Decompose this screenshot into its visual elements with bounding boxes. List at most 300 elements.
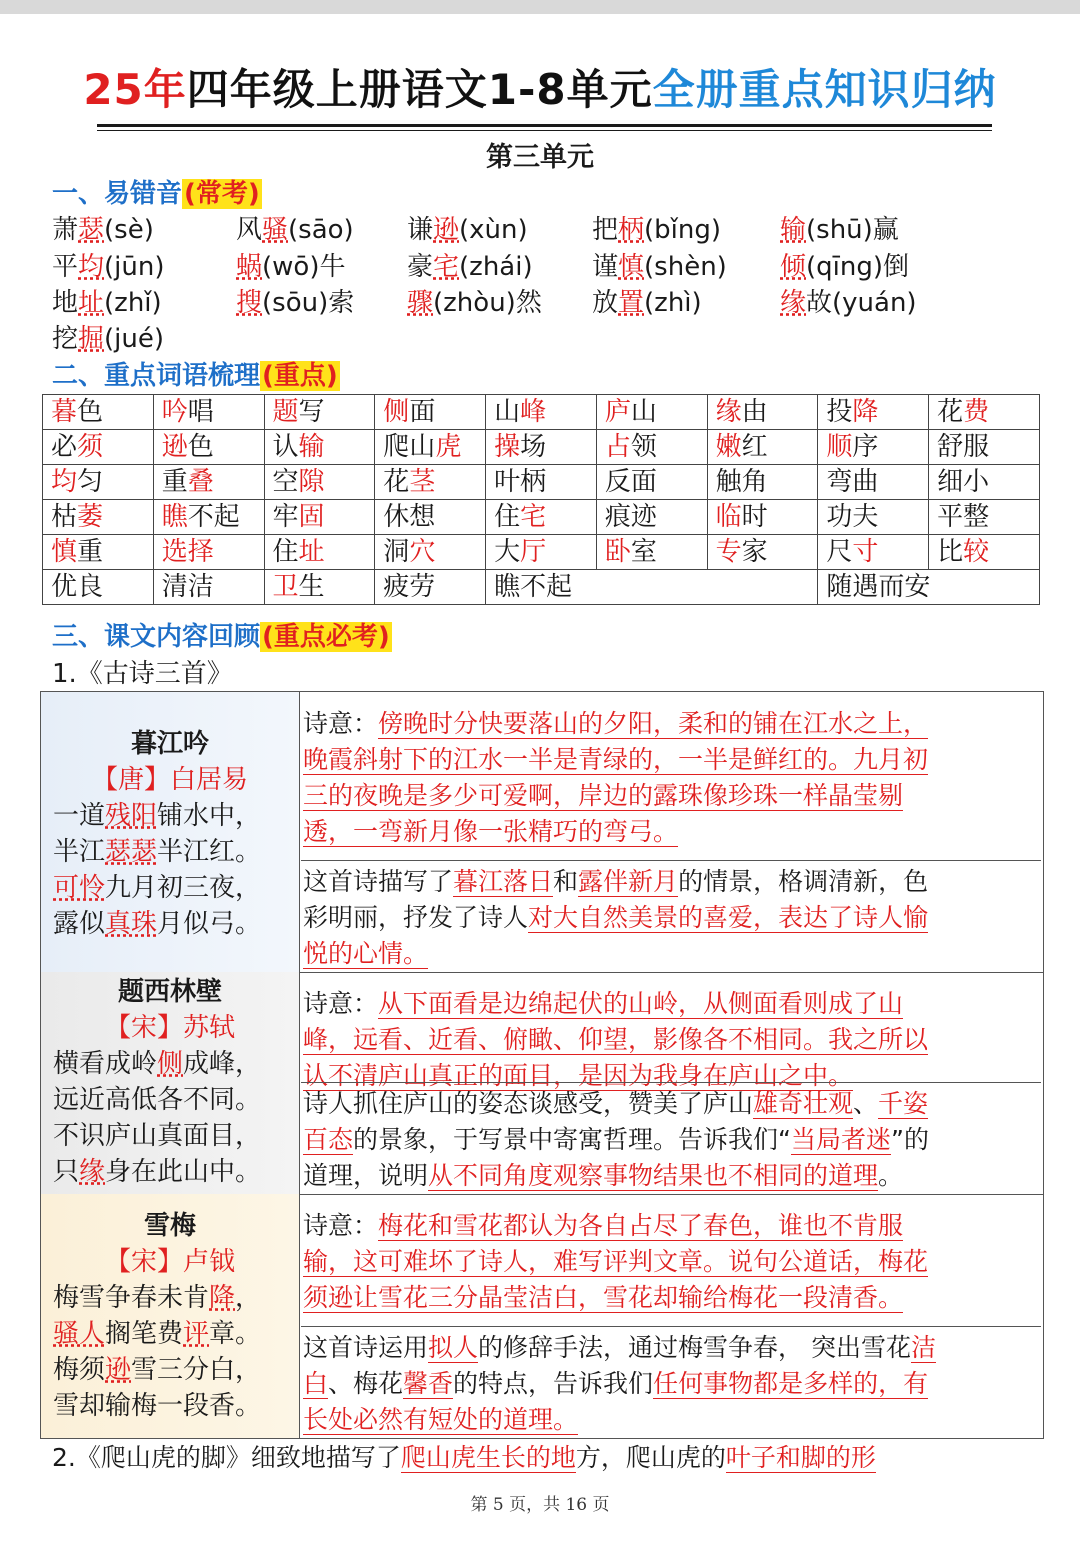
poem-key-word: 侧 — [157, 1049, 184, 1079]
word-cell — [264, 465, 375, 500]
word-cell — [929, 535, 1040, 570]
word-char: 匀 — [77, 467, 104, 497]
word-char: 序 — [852, 432, 879, 462]
lesson-title: 1.《古诗三首》 — [52, 659, 233, 689]
pinyin-highlight-char: 骤 — [407, 288, 434, 318]
pinyin-highlight-char: 缘 — [780, 288, 807, 318]
key-phrase: 当局者迷 — [790, 1125, 891, 1154]
pinyin-reading: (shū)赢 — [806, 215, 899, 245]
word-cell — [818, 395, 929, 430]
word-key-char: 专 — [715, 537, 742, 567]
pinyin-item — [780, 212, 899, 248]
word-char: 生 — [298, 572, 325, 602]
word-key-char: 费 — [963, 397, 990, 427]
poem-text: 横看成岭 — [53, 1049, 158, 1079]
word-key-char: 逊 — [161, 432, 188, 462]
plain-text: 的修辞手法，通过梅雪争春， 突出雪花 — [478, 1333, 911, 1362]
word-cell — [929, 430, 1040, 465]
word-char: 住 — [494, 502, 521, 532]
word-key-char: 寸 — [852, 537, 879, 567]
word-key-char: 临 — [715, 502, 742, 532]
word-key-char: 慎 — [51, 537, 78, 567]
poem-text: 雪三分白， — [131, 1355, 262, 1385]
word-cell — [375, 430, 486, 465]
poem-key-word: 缘 — [79, 1157, 106, 1187]
plain-text: 方，爬山虎的 — [575, 1443, 726, 1472]
pinyin-highlight-char: 宅 — [433, 252, 460, 282]
poem-text: 只 — [53, 1157, 80, 1187]
word-cell — [43, 535, 154, 570]
poem-line — [53, 1118, 261, 1154]
poem-key-word: 逊 — [105, 1355, 132, 1385]
key-phrase: 从不同角度观察事物结果也不相同的道理 — [428, 1161, 879, 1190]
poem-meaning-line — [303, 1022, 928, 1058]
word-cell — [929, 500, 1040, 535]
word-key-char: 隙 — [298, 467, 325, 497]
word-char: 必 — [51, 432, 78, 462]
word-char: 投 — [826, 397, 853, 427]
section-label: 二、重点词语梳理 — [52, 361, 261, 391]
key-phrase: 三的夜晚是多少可爱啊，岸边的露珠像珍珠一样晶莹剔 — [303, 781, 904, 810]
poem-explanation-cell — [301, 972, 1041, 1194]
pinyin-highlight-char: 蜗 — [236, 252, 263, 282]
key-phrase: 洁 — [910, 1333, 936, 1362]
word-char: 舒服 — [937, 432, 990, 462]
pinyin-item — [52, 212, 154, 248]
poem-meaning-line — [303, 706, 928, 742]
pinyin-item — [236, 212, 354, 248]
poem-name: 暮江吟 — [130, 729, 209, 759]
word-char: 唱 — [187, 397, 214, 427]
word-cell — [43, 430, 154, 465]
pinyin-text: 地 — [52, 288, 79, 318]
title-rule-thick — [97, 124, 992, 127]
poem-summary-line — [303, 936, 428, 972]
word-key-char: 茎 — [409, 467, 436, 497]
pinyin-item — [52, 321, 164, 357]
poem-line — [53, 1280, 261, 1316]
word-row — [43, 500, 1040, 535]
cell-divider — [301, 860, 1041, 861]
plain-text: 的景象，于写景中寄寓哲理。告诉我们“ — [353, 1125, 791, 1154]
word-key-char: 虎 — [435, 432, 462, 462]
word-cell — [153, 465, 264, 500]
pinyin-highlight-char: 逊 — [433, 215, 460, 245]
pinyin-item — [236, 249, 345, 285]
word-char: 领 — [630, 432, 657, 462]
poem-summary-line — [303, 1158, 903, 1194]
word-cell — [375, 465, 486, 500]
word-char: 枯 — [51, 502, 78, 532]
pinyin-reading: (sè) — [104, 215, 154, 245]
word-cell — [596, 395, 707, 430]
key-phrase: 傍晚时分快要落山的夕阳，柔和的铺在江水之上， — [378, 709, 929, 738]
poem-text: 成峰， — [183, 1049, 262, 1079]
word-cell — [486, 430, 597, 465]
pinyin-text: 谨 — [592, 252, 619, 282]
poem-row — [41, 972, 1043, 1195]
poem-summary-line — [303, 864, 928, 900]
word-char: 花 — [937, 397, 964, 427]
poem-meaning-line — [303, 814, 678, 850]
plain-text: 这首诗运用 — [303, 1333, 429, 1362]
word-cell — [153, 395, 264, 430]
word-char: 弯曲 — [826, 467, 879, 497]
word-char: 优良 — [51, 572, 104, 602]
poem-summary-line — [303, 900, 928, 936]
key-phrase: 任何事物都是多样的，有 — [653, 1369, 929, 1398]
pinyin-item — [236, 285, 354, 321]
word-cell — [818, 570, 1040, 605]
word-char: 色 — [187, 432, 214, 462]
poem-line — [53, 1352, 261, 1388]
word-cell — [375, 570, 486, 605]
word-char: 瞧不起 — [494, 572, 573, 602]
plain-text: 道理，说明 — [303, 1161, 429, 1190]
word-cell — [818, 535, 929, 570]
pinyin-highlight-char: 置 — [618, 288, 645, 318]
key-phrase: 爬山虎生长的地 — [400, 1443, 576, 1472]
word-char: 重 — [77, 537, 104, 567]
word-char: 触角 — [715, 467, 768, 497]
poem-summary-line — [303, 1366, 928, 1402]
key-phrase: 百态 — [303, 1125, 354, 1154]
poem-row — [41, 692, 1043, 973]
word-table — [42, 394, 1040, 605]
word-key-char: 穴 — [409, 537, 436, 567]
title-summary: 全册重点知识归纳 — [652, 65, 997, 114]
word-key-char: 侧 — [383, 397, 410, 427]
pinyin-item — [52, 249, 165, 285]
key-phrase: 白 — [303, 1369, 329, 1398]
word-cell — [264, 570, 375, 605]
page-footer: 第 5 页，共 16 页 — [470, 1495, 610, 1515]
plain-text: 的情景，格调清新，色 — [678, 867, 929, 896]
word-char: 休想 — [383, 502, 436, 532]
word-char: 住 — [272, 537, 299, 567]
poem-key-word: 瑟瑟 — [105, 837, 158, 867]
pinyin-text: 风 — [236, 215, 263, 245]
word-cell — [707, 465, 818, 500]
key-phrase: 透，一弯新月像一张精巧的弯弓。 — [303, 817, 679, 846]
plain-text: 、梅花 — [328, 1369, 404, 1398]
poem-line — [53, 834, 261, 870]
pinyin-highlight-char: 倾 — [780, 252, 807, 282]
word-char: 细小 — [937, 467, 990, 497]
poem-text-cell — [41, 692, 300, 972]
poem-key-word: 真珠 — [105, 909, 158, 939]
poem-text: 梅须 — [53, 1355, 106, 1385]
plain-text: 的特点，告诉我们 — [453, 1369, 654, 1398]
word-key-char: 嫩 — [715, 432, 742, 462]
poem-text: 半江红。 — [157, 837, 262, 867]
poem-text-cell — [41, 972, 300, 1194]
pinyin-item — [407, 249, 533, 285]
word-key-char: 卧 — [604, 537, 631, 567]
word-char: 空 — [272, 467, 299, 497]
poem-text: 雪却输梅一段香。 — [53, 1391, 262, 1421]
word-cell — [153, 430, 264, 465]
pinyin-item — [407, 212, 528, 248]
word-cell — [43, 395, 154, 430]
poem-meaning-line — [303, 1280, 903, 1316]
plain-text: 、 — [853, 1089, 879, 1118]
plain-text: 诗意： — [303, 989, 379, 1018]
word-cell — [596, 500, 707, 535]
word-cell — [153, 570, 264, 605]
cell-divider — [301, 1082, 1041, 1083]
word-char: 红 — [741, 432, 768, 462]
pinyin-item — [592, 285, 702, 321]
word-char: 山 — [630, 397, 657, 427]
pinyin-reading: (sōu)索 — [262, 288, 355, 318]
poem-summary-line — [303, 1086, 928, 1122]
word-cell — [707, 500, 818, 535]
word-cell — [596, 465, 707, 500]
pinyin-reading: (jūn) — [104, 252, 165, 282]
word-char: 由 — [741, 397, 768, 427]
word-row — [43, 395, 1040, 430]
unit-heading: 第三单元 — [486, 142, 594, 173]
word-key-char: 输 — [298, 432, 325, 462]
word-row — [43, 570, 1040, 605]
word-cell — [264, 535, 375, 570]
word-char: 重 — [161, 467, 188, 497]
word-cell — [707, 430, 818, 465]
poem-text: 月似弓。 — [157, 909, 262, 939]
pinyin-reading: (xùn) — [459, 215, 528, 245]
section-heading-review — [52, 619, 392, 655]
plain-text: ”的 — [891, 1125, 929, 1154]
pinyin-highlight-char: 骚 — [262, 215, 289, 245]
poem-meaning-line — [303, 778, 903, 814]
word-char: 花 — [383, 467, 410, 497]
poem-explanation-cell — [301, 1194, 1041, 1438]
key-phrase: 梅花和雪花都认为各自占尽了春色，谁也不肯服 — [378, 1211, 904, 1240]
section-tag: (常考) — [184, 179, 260, 209]
word-char: 随遇而安 — [826, 572, 931, 602]
word-char: 色 — [77, 397, 104, 427]
word-cell — [596, 430, 707, 465]
pinyin-highlight-char: 均 — [78, 252, 105, 282]
word-char: 尺 — [826, 537, 853, 567]
key-phrase: 悦的心情。 — [303, 939, 429, 968]
plain-text: 和 — [553, 867, 579, 896]
word-char: 不起 — [187, 502, 240, 532]
key-phrase: 从下面看是边绵起伏的山岭，从侧面看则成了山 — [378, 989, 904, 1018]
poem-key-word: 评 — [183, 1319, 210, 1349]
pinyin-text: 挖 — [52, 324, 79, 354]
poem-text: 梅雪争春未肯 — [53, 1283, 210, 1313]
title-rule-thin — [97, 130, 992, 131]
key-phrase: 须逊让雪花三分晶莹洁白，雪花却输给梅花一段清香。 — [303, 1283, 904, 1312]
pinyin-reading: (zhì) — [644, 288, 702, 318]
key-phrase: 晚霞斜射下的江水一半是青绿的，一半是鲜红的。九月初 — [303, 745, 929, 774]
word-char: 时 — [741, 502, 768, 532]
word-char: 室 — [630, 537, 657, 567]
key-phrase: 输，这可难坏了诗人，难写评判文章。说句公道话，梅花 — [303, 1247, 929, 1276]
poem-summary-line — [303, 1122, 929, 1158]
word-cell — [153, 535, 264, 570]
poem-name: 题西林壁 — [117, 977, 222, 1007]
word-char: 功夫 — [826, 502, 879, 532]
cell-divider — [301, 1326, 1041, 1327]
poem-text: 身在此山中。 — [105, 1157, 262, 1187]
key-phrase: 叶子和脚的形 — [725, 1443, 876, 1472]
pinyin-highlight-char: 瑟 — [78, 215, 105, 245]
poem-row — [41, 1194, 1043, 1438]
key-phrase: 拟人 — [428, 1333, 479, 1362]
word-cell — [43, 465, 154, 500]
word-cell — [486, 535, 597, 570]
word-char: 清洁 — [161, 572, 214, 602]
word-cell — [818, 465, 929, 500]
key-phrase: 长处必然有短处的道理。 — [303, 1405, 579, 1434]
word-key-char: 萎 — [77, 502, 104, 532]
pinyin-item — [407, 285, 542, 321]
word-char: 平整 — [937, 502, 990, 532]
word-key-char: 缘 — [715, 397, 742, 427]
plain-text: 2.《爬山虎的脚》细致地描写了 — [52, 1443, 401, 1472]
word-cell — [707, 395, 818, 430]
word-cell — [929, 465, 1040, 500]
poem-table — [40, 691, 1044, 1439]
word-key-char: 须 — [77, 432, 104, 462]
word-key-char: 峰 — [520, 397, 547, 427]
pinyin-text: 放 — [592, 288, 619, 318]
poem-line — [53, 1316, 261, 1352]
pinyin-reading: (zhǐ) — [104, 288, 162, 318]
pinyin-text: 谦 — [407, 215, 434, 245]
pinyin-reading: (zhòu)然 — [433, 288, 542, 318]
pinyin-highlight-char: 址 — [78, 288, 105, 318]
top-gray-bar — [0, 0, 1080, 14]
word-char: 痕迹 — [604, 502, 657, 532]
pinyin-item — [780, 285, 917, 321]
word-cell — [43, 500, 154, 535]
pinyin-text: 平 — [52, 252, 79, 282]
word-key-char: 卫 — [272, 572, 299, 602]
poem-text: 一道 — [53, 801, 106, 831]
key-phrase: 千姿 — [878, 1089, 929, 1118]
poem-meaning-line — [303, 986, 903, 1022]
poem-text: 露似 — [53, 909, 106, 939]
word-cell — [153, 500, 264, 535]
pinyin-highlight-char: 输 — [780, 215, 807, 245]
word-cell — [486, 465, 597, 500]
word-key-char: 瞧 — [161, 502, 188, 532]
pinyin-reading: (shèn) — [644, 252, 727, 282]
section-heading-words — [52, 358, 340, 394]
word-key-char: 题 — [272, 397, 299, 427]
pinyin-text: 把 — [592, 215, 619, 245]
key-phrase: 馨香 — [403, 1369, 454, 1398]
word-char: 爬山 — [383, 432, 436, 462]
poem-summary-line — [303, 1402, 578, 1438]
poem-author: 【宋】苏轼 — [104, 1013, 235, 1043]
word-row — [43, 430, 1040, 465]
pinyin-item — [592, 212, 721, 248]
poem-line — [53, 906, 261, 942]
word-key-char: 降 — [852, 397, 879, 427]
poem-text: 半江 — [53, 837, 106, 867]
word-cell — [375, 395, 486, 430]
word-key-char: 占 — [604, 432, 631, 462]
pinyin-text: 豪 — [407, 252, 434, 282]
word-cell — [43, 570, 154, 605]
pinyin-reading: (bǐng) — [644, 215, 722, 245]
poem-key-word: 降 — [209, 1283, 236, 1313]
word-key-char: 操 — [494, 432, 521, 462]
poem-text: 远近高低各不同。 — [53, 1085, 262, 1115]
word-char: 比 — [937, 537, 964, 567]
word-row — [43, 465, 1040, 500]
section-tag: (重点必考) — [262, 622, 390, 652]
poem-key-word: 残阳 — [105, 801, 158, 831]
pinyin-reading: (jué) — [104, 324, 165, 354]
pinyin-highlight-char: 掘 — [78, 324, 105, 354]
lesson2-summary — [52, 1440, 876, 1476]
poem-line — [53, 870, 261, 906]
poem-line — [53, 1154, 261, 1190]
poem-explanation-cell — [301, 692, 1041, 972]
page-title — [0, 62, 1080, 118]
poem-text: 章。 — [209, 1319, 262, 1349]
pinyin-item — [592, 249, 727, 285]
word-key-char: 叠 — [187, 467, 214, 497]
section-label: 一、易错音 — [52, 179, 183, 209]
plain-text: 彩明丽，抒发了诗人 — [303, 903, 529, 932]
key-phrase: 露伴新月 — [578, 867, 679, 896]
plain-text: 诗意： — [303, 1211, 379, 1240]
word-cell — [264, 500, 375, 535]
word-char: 山 — [494, 397, 521, 427]
plain-text: 。 — [878, 1161, 904, 1190]
poem-text: 铺水中， — [157, 801, 262, 831]
key-phrase: 峰，远看、近看、俯瞰、仰望，影像各不相同。我之所以 — [303, 1025, 929, 1054]
poem-author: 【宋】卢钺 — [104, 1247, 235, 1277]
poem-key-word: 可怜 — [53, 873, 106, 903]
word-char: 叶柄 — [494, 467, 547, 497]
word-char: 大 — [494, 537, 521, 567]
pinyin-reading: (qīng)倒 — [806, 252, 910, 282]
key-phrase: 对大自然美景的喜爱，表达了诗人愉 — [528, 903, 929, 932]
pinyin-reading: 故(yuán) — [806, 288, 917, 318]
poem-line — [53, 1388, 261, 1424]
poem-line — [53, 1082, 261, 1118]
section-heading-pronunciation — [52, 176, 262, 212]
poem-line — [53, 798, 261, 834]
word-cell — [264, 395, 375, 430]
pinyin-item — [52, 285, 162, 321]
key-phrase: 认不清庐山真正的面目，是因为我身在庐山之中。 — [303, 1061, 854, 1090]
word-key-char: 址 — [298, 537, 325, 567]
poem-author: 【唐】白居易 — [91, 765, 248, 795]
poem-meaning-line — [303, 1208, 903, 1244]
word-cell — [929, 395, 1040, 430]
word-cell — [486, 500, 597, 535]
poem-text: ， — [235, 1283, 262, 1313]
poem-text: 不识庐山真面目， — [53, 1121, 262, 1151]
poem-text-cell — [41, 1194, 300, 1438]
section-label: 三、课文内容回顾 — [52, 622, 261, 652]
poem-text: 九月初三夜， — [105, 873, 262, 903]
word-cell — [818, 430, 929, 465]
section-tag: (重点) — [262, 361, 338, 391]
word-row — [43, 535, 1040, 570]
plain-text: 这首诗描写了 — [303, 867, 454, 896]
word-cell — [375, 535, 486, 570]
